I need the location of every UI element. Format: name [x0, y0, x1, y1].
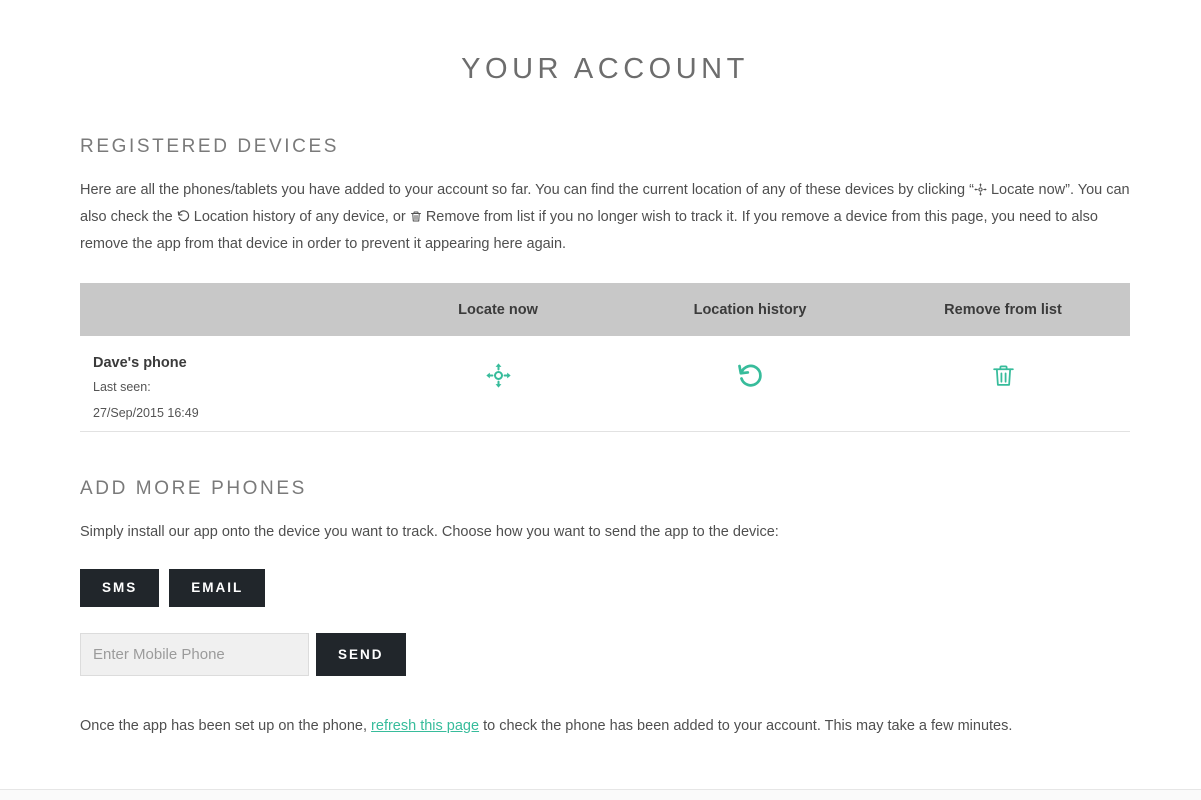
refresh-note-after: to check the phone has been added to your account. This may take a few minutes. [479, 717, 1013, 734]
column-header-device [80, 283, 372, 336]
trash-icon[interactable] [991, 362, 1016, 389]
send-method-buttons [80, 569, 1130, 607]
remove-from-list-cell [876, 336, 1130, 431]
table-header [80, 283, 1130, 336]
intro-text-part3: Location history of any device, or [193, 209, 410, 225]
location-history-cell [624, 336, 876, 431]
send-button[interactable]: SEND [316, 633, 406, 676]
refresh-note-before: Once the app has been set up on the phone, [80, 717, 372, 734]
page-content [80, 0, 1130, 751]
mobile-phone-input[interactable] [80, 633, 309, 676]
trash-icon [410, 207, 422, 232]
registered-devices-description [80, 178, 1130, 257]
sms-button[interactable]: SMS [80, 569, 159, 607]
add-more-phones-heading: ADD MORE PHONES [80, 477, 307, 499]
registered-devices-heading: REGISTERED DEVICES [80, 136, 340, 157]
table-body [80, 336, 1130, 431]
column-header-remove-from-list: Remove from list [944, 301, 1062, 318]
table-header-row [80, 283, 1130, 336]
column-header-locate-now: Locate now [458, 301, 538, 318]
page-title: YOUR ACCOUNT [461, 53, 749, 85]
device-last-seen-label: Last seen: [93, 380, 151, 394]
column-header-location-history: Location history [693, 301, 807, 318]
intro-text-part2: Locate now”. You can also check the [80, 182, 1130, 225]
history-icon [177, 207, 190, 232]
device-name: Dave's phone [93, 355, 187, 371]
registered-devices-table [80, 283, 1130, 432]
device-last-seen-value: 27/Sep/2015 16:49 [93, 406, 199, 420]
table-row [80, 336, 1130, 431]
crosshair-icon [974, 180, 987, 205]
device-info [80, 336, 372, 422]
refresh-this-page-link[interactable]: refresh this page [371, 717, 480, 734]
intro-text-part1: Here are all the phones/tablets you have added to your account so far. You can find the current location of any of these devices by clicking “ [80, 182, 974, 198]
send-app-form [80, 633, 1130, 676]
page-bottom-strip [0, 790, 1201, 800]
intro-text-part4: Remove from list if you no longer wish to track it. If you remove a device from this page, you need to also remove the app from that device in order to prevent it appearing here again. [80, 209, 1098, 252]
add-more-phones-description: Simply install our app onto the device you want to track. Choose how you want to send the app to the device: [80, 523, 779, 540]
locate-now-cell [372, 336, 624, 431]
crosshair-icon[interactable] [485, 362, 512, 389]
history-icon[interactable] [737, 362, 764, 389]
email-button[interactable]: EMAIL [169, 569, 265, 607]
refresh-note [80, 715, 1130, 737]
device-info-cell [80, 336, 372, 431]
